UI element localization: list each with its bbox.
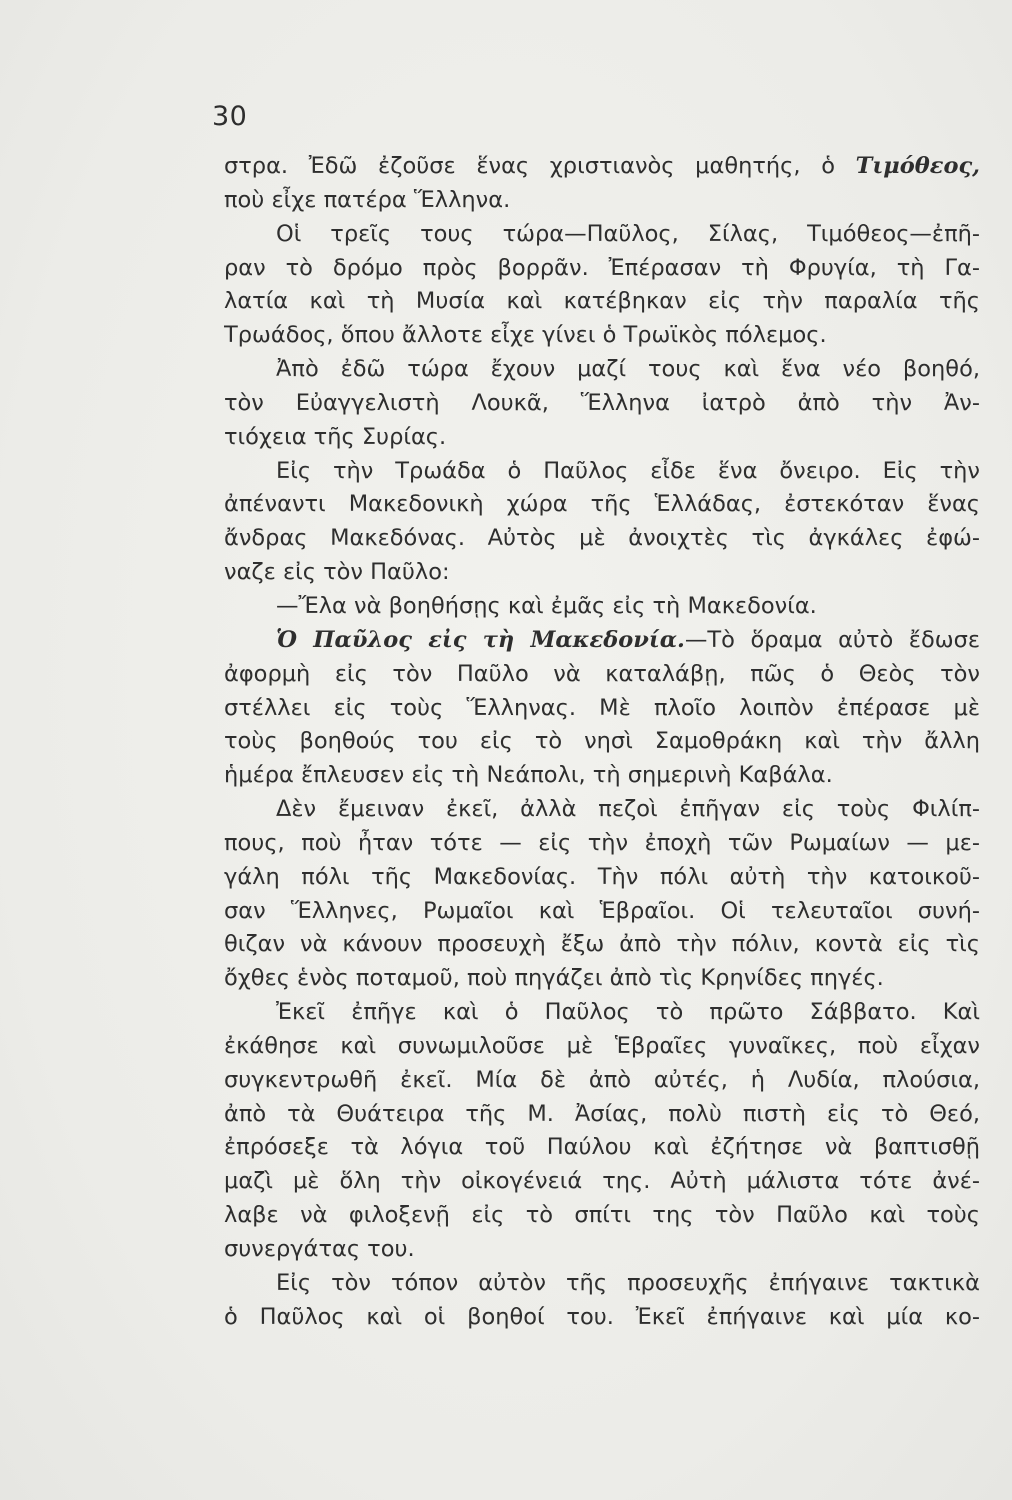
- text-line: [224, 658, 980, 692]
- text-line: [224, 252, 980, 286]
- text-line: [224, 353, 980, 387]
- line-text: Ἐκεῖ ἐπῆγε καὶ ὁ Παῦλος τὸ πρῶτο Σάββατο. Καὶ: [276, 999, 980, 1026]
- text-line: [224, 725, 980, 759]
- line-text: ραν τὸ δρόμο πρὸς βορρᾶν. Ἐπέρασαν τὴ Φρυγία, τὴ Γα-: [224, 254, 980, 281]
- text-line: [224, 1131, 980, 1165]
- line-text: —Τὸ ὅραμα αὐτὸ ἔδωσε: [684, 626, 980, 653]
- line-text: Ἀπὸ ἐδῶ τώρα ἔχουν μαζί τους καὶ ἕνα νέο βοηθό,: [276, 356, 980, 383]
- line-text: ὄχθες ἑνὸς ποταμοῦ, ποὺ πηγάζει ἀπὸ τὶς Κρηνίδες πηγές.: [224, 965, 884, 992]
- text-line: [224, 421, 980, 455]
- line-text: λατία καὶ τὴ Μυσία καὶ κατέβηκαν εἰς τὴν παραλία τῆς: [224, 288, 980, 315]
- text-line: [224, 488, 980, 522]
- line-text: ἐπρόσεξε τὰ λόγια τοῦ Παύλου καὶ ἐζήτησε νὰ βαπτισθῇ: [224, 1134, 980, 1161]
- text-line: [224, 556, 980, 590]
- text-line: [224, 624, 980, 658]
- line-text: —Ἔλα νὰ βοηθήσῃς καὶ ἐμᾶς εἰς τὴ Μακεδονία.: [276, 592, 817, 619]
- text-line: [224, 150, 980, 184]
- text-line: [224, 928, 980, 962]
- line-text: ἀπέναντι Μακεδονικὴ χώρα τῆς Ἑλλάδας, ἐστεκόταν ἕνας: [224, 491, 980, 518]
- body-text: [224, 150, 980, 1335]
- emphasized-text: Τιμόθεος,: [855, 153, 980, 179]
- paragraph-p4: [224, 455, 980, 590]
- text-line: [224, 827, 980, 861]
- line-text: Εἰς τὴν Τρωάδα ὁ Παῦλος εἶδε ἕνα ὄνειρο. Εἰς τὴν: [276, 457, 980, 484]
- line-text: λαβε νὰ φιλοξενῇ εἰς τὸ σπίτι της τὸν Παῦλο καὶ τοὺς: [224, 1202, 980, 1229]
- line-text: συνεργάτας του.: [224, 1236, 415, 1262]
- text-line: [224, 1030, 980, 1064]
- line-text: Δὲν ἔμειναν ἐκεῖ, ἀλλὰ πεζοὶ ἐπῆγαν εἰς τοὺς Φιλίπ-: [276, 796, 980, 823]
- text-line: [224, 692, 980, 726]
- text-line: [224, 590, 980, 624]
- text-line: [224, 895, 980, 929]
- text-line: [224, 1267, 980, 1301]
- text-line: [224, 319, 980, 353]
- text-line: [224, 1165, 980, 1199]
- text-line: [224, 1233, 980, 1267]
- line-text: συγκεντρωθῆ ἐκεῖ. Μία δὲ ἀπὸ αὐτές, ἡ Λυδία, πλούσια,: [224, 1066, 980, 1093]
- line-text: Τρωάδος, ὅπου ἄλλοτε εἶχε γίνει ὁ Τρωϊκὸς πόλεμος.: [224, 322, 827, 349]
- text-line: [224, 455, 980, 489]
- text-line: [224, 285, 980, 319]
- line-text: ὁ Παῦλος καὶ οἱ βοηθοί του. Ἐκεῖ ἐπήγαινε καὶ μία κο-: [224, 1303, 980, 1330]
- line-text: γάλη πόλι τῆς Μακεδονίας. Τὴν πόλι αὐτὴ τὴν κατοικοῦ-: [224, 863, 980, 890]
- paragraph-p5: [224, 590, 980, 624]
- line-text: ἀπὸ τὰ Θυάτειρα τῆς Μ. Ἀσίας, πολὺ πιστὴ εἰς τὸ Θεό,: [224, 1100, 980, 1127]
- line-text: ἀφορμὴ εἰς τὸν Παῦλο νὰ καταλάβῃ, πῶς ὁ Θεὸς τὸν: [224, 660, 980, 687]
- line-text: τοὺς βοηθούς του εἰς τὸ νησὶ Σαμοθράκη καὶ τὴν ἄλλη: [224, 728, 980, 755]
- paragraph-p8: [224, 996, 980, 1267]
- paragraph-p6: [224, 624, 980, 793]
- line-text: θιζαν νὰ κάνουν προσευχὴ ἔξω ἀπὸ τὴν πόλιν, κοντὰ εἰς τὶς: [224, 931, 980, 958]
- page-number: 30: [212, 101, 248, 132]
- text-line: [224, 759, 980, 793]
- text-line: [224, 1098, 980, 1132]
- line-text: ἐκάθησε καὶ συνωμιλοῦσε μὲ Ἑβραῖες γυναῖκες, ποὺ εἶχαν: [224, 1032, 980, 1059]
- text-line: [224, 996, 980, 1030]
- line-text: ναζε εἰς τὸν Παῦλο:: [224, 559, 450, 586]
- paragraph-p7: [224, 793, 980, 996]
- line-text: στρα. Ἐδῶ ἐζοῦσε ἕνας χριστιανὸς μαθητής, ὁ: [224, 153, 856, 179]
- line-text: μαζὶ μὲ ὅλη τὴν οἰκογένειά της. Αὐτὴ μάλιστα τότε ἀνέ-: [224, 1168, 980, 1195]
- line-text: τιόχεια τῆς Συρίας.: [224, 423, 447, 450]
- line-text: στέλλει εἰς τοὺς Ἕλληνας. Μὲ πλοῖο λοιπὸν ἐπέρασε μὲ: [224, 694, 980, 721]
- text-line: [224, 1064, 980, 1098]
- paragraph-p9: [224, 1267, 980, 1335]
- line-text: Εἰς τὸν τόπον αὐτὸν τῆς προσευχῆς ἐπήγαινε τακτικὰ: [276, 1269, 980, 1296]
- text-line: [224, 387, 980, 421]
- text-line: [224, 861, 980, 895]
- emphasized-text: Ὁ Παῦλος εἰς τὴ Μακεδονία.: [276, 626, 685, 653]
- line-text: πους, ποὺ ἦταν τότε — εἰς τὴν ἐποχὴ τῶν Ρωμαίων — με-: [224, 829, 980, 856]
- line-text: σαν Ἕλληνες, Ρωμαῖοι καὶ Ἑβραῖοι. Οἱ τελευταῖοι συνή-: [224, 897, 980, 924]
- paragraph-p3: [224, 353, 980, 455]
- text-line: [224, 218, 980, 252]
- line-text: ἄνδρας Μακεδόνας. Αὐτὸς μὲ ἀνοιχτὲς τὶς ἀγκάλες ἐφώ-: [224, 525, 980, 552]
- text-line: [224, 1199, 980, 1233]
- text-line: [224, 793, 980, 827]
- paragraph-p2: [224, 218, 980, 353]
- text-line: [224, 522, 980, 556]
- line-text: ἡμέρα ἔπλευσεν εἰς τὴ Νεάπολι, τὴ σημερινὴ Καβάλα.: [224, 762, 833, 789]
- text-line: [224, 1301, 980, 1335]
- paragraph-p1: [224, 150, 980, 218]
- text-line: [224, 184, 980, 218]
- line-text: Οἱ τρεῖς τους τώρα—Παῦλος, Σίλας, Τιμόθεος—ἐπῆ-: [276, 220, 980, 247]
- line-text: τὸν Εὐαγγελιστὴ Λουκᾶ, Ἕλληνα ἰατρὸ ἀπὸ τὴν Ἀν-: [224, 389, 980, 416]
- line-text: ποὺ εἶχε πατέρα Ἕλληνα.: [224, 186, 511, 213]
- text-line: [224, 962, 980, 996]
